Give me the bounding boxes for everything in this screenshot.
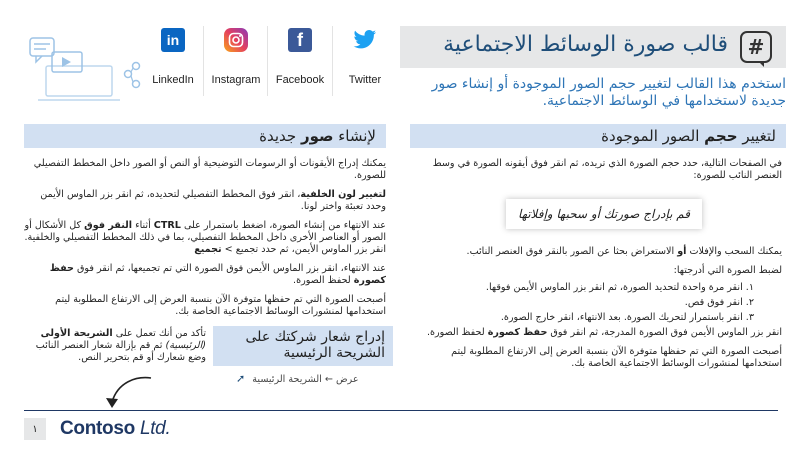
footer-divider	[24, 410, 778, 411]
social-label: Facebook	[275, 74, 325, 86]
list-item: ٢. انقر فوق قص.	[684, 297, 754, 308]
social-label: Twitter	[348, 74, 382, 86]
resize-intro: في الصفحات التالية، حدد حجم الصورة الذي تريده، ثم انقر فوق أيقونه الصورة في وسط العنصر النائب للصورة:	[432, 158, 782, 181]
social-label: Instagram	[211, 74, 261, 86]
breadcrumb: عرض ← الشريحة الرئيسية ➚	[236, 372, 359, 385]
list-item: ١. انقر مرة واحدة لتحديد الصورة، ثم انقر بزر الماوس الأيمن فوقها.	[485, 282, 754, 293]
arrow-icon: ➚	[236, 372, 246, 385]
social-instagram	[203, 28, 269, 86]
page-subtitle: استخدم هذا القالب لتغيير حجم الصور الموجودة أو إنشاء صور جديدة لاستخدامها في الوسائط الاجتماعية.	[431, 76, 786, 109]
social-twitter	[332, 28, 398, 86]
social-linkedin	[140, 28, 206, 86]
logo-note: تأكد من أنك تعمل على الشريحة الأولى (الرئيسية) ثم قم بإزالة شعار العنصر النائب وضع شعارك أو قم بتحرير النص.	[35, 328, 206, 363]
social-facebook	[267, 28, 333, 86]
list-item: ٣. انقر باستمرار لتحريك الصورة. بعد الانتهاء، انقر خارج الصورة.	[500, 312, 754, 323]
page-number: ١	[24, 418, 46, 440]
page-title: قالب صورة الوسائط الاجتماعية	[443, 32, 728, 57]
resize-instructions: يمكنك السحب والإفلات أو الاستعراض بحثا عن الصور بالنقر فوق العنصر النائب. لضبط الصورة التي أدرجتها:	[466, 246, 782, 276]
create-instructions: يمكنك إدراج الأيقونات أو الرسومات التوضيحية أو النص أو الصور داخل المخطط التفصيلي للصورة. لتغيير لون الخلفية، انقر فوق المخطط التفصيلي لتحديده، ثم انقر بزر الماوس الأيمن وحدد تعبئة واختر لونا. عند الانتهاء من إنشاء الصورة، اضغط باستمرار على CTRL أثناء النقر فوق كل الأشكال أو الصور أو العناصر الأخرى داخل المخطط التفصيلي، بما في ذلك المخطط التفصيلي والخلفية. انقر بزر الماوس الأيمن، ثم حدد تجميع > تجميع عند الانتهاء، انقر بزر الماوس الأيمن فوق الصورة التي تم تجميعها، ثم انقر فوق حفظ كصورة لحفظ الصورة. أصبحت الصورة التي تم حفظها متوفرة الآن بنسبة العرض إلى الارتفاع المطلوبة ليتم استخدامها لمنشورات الوسائط الاجتماعية الخاصة بك.	[24, 158, 386, 317]
facebook-icon: f	[288, 28, 312, 52]
social-media-illustration-icon	[24, 34, 142, 106]
resize-steps	[424, 280, 754, 325]
twitter-icon	[353, 28, 377, 52]
company-logo: Contoso Ltd.	[60, 418, 171, 439]
title-bar	[400, 26, 786, 68]
create-section-heading: لإنشاء صور جديدة	[24, 124, 386, 148]
logo-section-heading: إدراج شعار شركتك على الشريحة الرئيسية	[213, 326, 393, 366]
instagram-icon	[224, 28, 248, 52]
social-label: LinkedIn	[152, 74, 194, 86]
resize-section-heading: لتغيير حجم الصور الموجودة	[410, 124, 786, 148]
hashtag-icon: #	[740, 31, 772, 63]
image-placeholder-sample: قم بإدراج صورتك أو سحبها وإفلاتها	[506, 199, 702, 229]
linkedin-icon: in	[161, 28, 185, 52]
curved-arrow-icon	[96, 374, 156, 410]
resize-save-instructions: انقر بزر الماوس الأيمن فوق الصورة المدرجة، ثم انقر فوق حفظ كصورة لحفظ الصورة. أصبحت الصورة التي تم حفظها متوفرة الآن بنسبة العرض إلى الارتفاع المطلوبة ليتم استخدامها لمنشورات الوسائط الاجتماعية الخاصة بك.	[426, 327, 782, 369]
